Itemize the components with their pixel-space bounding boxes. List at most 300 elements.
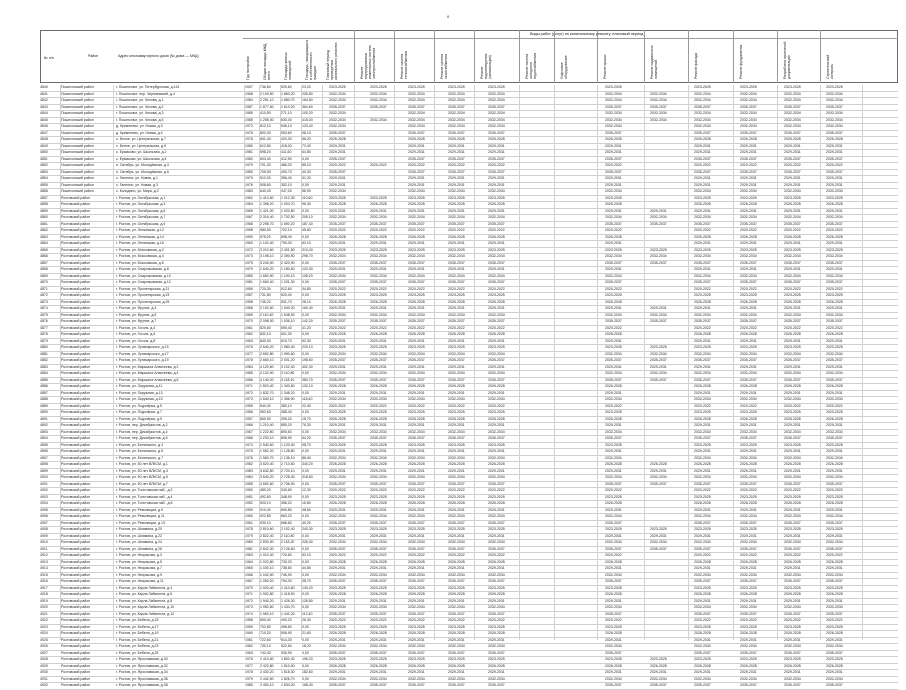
- row-work-8: 2029-2031: [740, 468, 757, 473]
- row-area-residential: 720,60: [281, 553, 292, 557]
- row-work-5: 2029-2031: [605, 637, 622, 642]
- row-work-2: 2035-2037: [408, 260, 425, 265]
- row-work-4: 2023-2025: [488, 293, 505, 297]
- row-area-total: 4 140,20: [260, 377, 274, 382]
- row-address: г. Ростов, ул. Шлямина, д.26: [116, 546, 162, 551]
- row-number: 4920: [40, 605, 48, 609]
- row-work-10: 2029-2031: [826, 150, 843, 154]
- row-work-3: 2032-2034: [448, 644, 465, 648]
- row-work-10: 2029-2031: [826, 182, 843, 187]
- row-year: 1959: [245, 234, 253, 239]
- row-period: 2020-2022: [329, 553, 346, 557]
- row-area-residential: 2 420,90: [281, 260, 295, 265]
- row-period: 2029-2031: [329, 208, 346, 213]
- row-work-9: 2023-2025: [784, 345, 801, 349]
- row-work-10: 2023-2025: [826, 410, 843, 414]
- row-work-10: 2026-2028: [826, 559, 843, 564]
- row-work-9: 2029-2031: [784, 182, 801, 187]
- row-work-5: 2029-2031: [605, 390, 622, 395]
- row-area-total: 2 251,10: [260, 98, 274, 102]
- row-area-residential: 2 118,20: [281, 540, 295, 544]
- row-period: 2035-2037: [329, 104, 346, 109]
- row-address: г. Ростов, ул. Ярославская, д.34: [116, 670, 168, 674]
- row-work-1: 2029-2031: [370, 449, 387, 453]
- row-area-owned: 0,00: [302, 559, 309, 564]
- row-year: 1961: [245, 637, 253, 642]
- row-district: Ростовский район: [61, 325, 91, 330]
- row-work-3: 2035-2037: [448, 280, 465, 284]
- row-district: Ростовский район: [61, 390, 91, 395]
- row-work-10: 2023-2025: [826, 293, 843, 297]
- row-work-5: 2035-2037: [605, 481, 622, 486]
- row-address: г. Пошехонье, ул. Чехова, д.2: [116, 104, 164, 109]
- row-period: 2029-2031: [329, 566, 346, 570]
- row-work-6: 2032-2034: [650, 475, 667, 479]
- row-work-10: 2029-2031: [826, 533, 843, 538]
- row-area-total: 480,20: [260, 488, 271, 492]
- row-year: 1969: [245, 312, 253, 317]
- row-work-5: 2020-2022: [605, 228, 622, 232]
- row-area-residential: 1 356,90: [281, 397, 295, 401]
- row-work-3: 2026-2028: [448, 592, 465, 596]
- row-year: 1962: [245, 195, 253, 200]
- row-work-4: 2026-2028: [488, 559, 505, 564]
- row-work-5: 2032-2034: [605, 475, 622, 479]
- row-number: 4876: [40, 319, 48, 323]
- row-work-2: 2023-2025: [408, 442, 425, 447]
- row-district: Ростовский район: [61, 592, 91, 596]
- row-work-3: 2026-2028: [448, 299, 465, 304]
- row-work-8: 2026-2028: [740, 631, 757, 635]
- row-work-1: 2029-2031: [370, 267, 387, 271]
- row-work-2: 2032-2034: [408, 397, 425, 401]
- row-work-10: 2035-2037: [826, 579, 843, 583]
- row-work-3: 2023-2025: [448, 195, 465, 200]
- row-area-total: 560,90: [260, 416, 271, 421]
- row-work-3: 2032-2034: [448, 124, 465, 128]
- row-work-5: 2029-2031: [605, 423, 622, 427]
- works-group-divider: [243, 38, 898, 39]
- row-work-8: 2023-2025: [740, 293, 757, 297]
- row-area-total: 1 920,40: [260, 585, 274, 590]
- row-district: Пошехонский район: [61, 91, 94, 96]
- row-work-7: 2032-2034: [694, 117, 711, 122]
- row-work-5: 2029-2031: [605, 306, 622, 310]
- row-address: г. Ростов, ул. Белинского, д.5: [116, 449, 164, 453]
- row-work-10: 2026-2028: [826, 384, 843, 388]
- row-number: 4922: [40, 618, 48, 622]
- row-area-owned: 64,20: [302, 436, 311, 440]
- row-area-owned: 226,40: [302, 540, 313, 544]
- row-year: 1981: [245, 546, 253, 551]
- row-area-total: 1 940,20: [260, 598, 274, 603]
- row-area-owned: 0,00: [302, 332, 309, 336]
- row-area-residential: 352,10: [281, 182, 292, 187]
- row-work-6: 2032-2034: [650, 117, 667, 122]
- row-work-2: 2035-2037: [408, 481, 425, 486]
- row-work-5: 2035-2037: [605, 104, 622, 109]
- row-work-1: 2032-2034: [370, 98, 387, 102]
- row-number: 4873: [40, 299, 48, 304]
- column-divider: [244, 85, 245, 640]
- row-work-4: 2032-2034: [488, 254, 505, 258]
- row-work-1: 2026-2028: [370, 416, 387, 421]
- row-work-8: 2035-2037: [740, 683, 757, 687]
- row-work-1: 2032-2034: [370, 117, 387, 122]
- row-work-5: 2032-2034: [605, 397, 622, 401]
- row-work-2: 2029-2031: [408, 390, 425, 395]
- row-work-7: 2029-2031: [694, 338, 711, 343]
- row-work-9: 2020-2022: [784, 403, 801, 408]
- row-period: 2032-2034: [329, 572, 346, 577]
- row-work-9: 2020-2022: [784, 228, 801, 232]
- row-work-1: 2020-2022: [370, 325, 387, 330]
- row-period: 2035-2037: [329, 130, 346, 135]
- row-work-2: 2032-2034: [408, 429, 425, 434]
- row-work-2: 2029-2031: [408, 241, 425, 245]
- row-year: 1980: [245, 143, 253, 148]
- row-address: г. Ростов, ул. 50 лет ВЛКСМ, д.7: [116, 481, 168, 486]
- row-work-9: 2020-2022: [784, 325, 801, 330]
- row-work-10: 2023-2025: [826, 195, 843, 200]
- row-period: 2023-2025: [329, 657, 346, 661]
- row-work-10: 2029-2031: [826, 390, 843, 395]
- row-area-residential: 1 548,90: [281, 312, 295, 317]
- row-area-owned: 112,40: [302, 611, 313, 616]
- row-number: 4929: [40, 663, 48, 668]
- row-work-8: 2020-2022: [740, 163, 757, 167]
- row-work-9: 2032-2034: [784, 397, 801, 401]
- row-work-3: 2032-2034: [448, 540, 465, 544]
- row-work-10: 2029-2031: [826, 637, 843, 642]
- row-work-2: 2032-2034: [408, 117, 425, 122]
- row-work-1: 2029-2031: [370, 241, 387, 245]
- row-year: 1980: [245, 169, 253, 174]
- row-work-7: 2029-2031: [694, 468, 711, 473]
- row-number: 4923: [40, 624, 48, 629]
- row-work-2: 2026-2028: [408, 416, 425, 421]
- row-area-owned: 402,30: [302, 364, 313, 369]
- row-area-residential: 880,20: [281, 423, 292, 427]
- row-work-8: 2026-2028: [740, 501, 757, 505]
- row-work-9: 2026-2028: [784, 202, 801, 206]
- row-address: г. Ростов, ул. Толстовская наб., д.6: [116, 501, 173, 505]
- row-address: г. Ростов, ул. Революции, д.13: [116, 520, 165, 525]
- row-work-10: 2032-2034: [826, 215, 843, 219]
- row-work-10: 2032-2034: [826, 117, 843, 122]
- row-work-9: 2023-2025: [784, 293, 801, 297]
- row-area-owned: 0,00: [302, 663, 309, 668]
- row-area-total: 3 240,30: [260, 260, 274, 265]
- row-work-8: 2035-2037: [740, 280, 757, 284]
- row-work-7: 2029-2031: [694, 364, 711, 369]
- row-work-8: 2029-2031: [740, 364, 757, 369]
- row-work-5: 2020-2022: [605, 163, 622, 167]
- row-district: Ростовский район: [61, 683, 91, 687]
- row-work-8: 2029-2031: [740, 449, 757, 453]
- row-period: 2035-2037: [329, 481, 346, 486]
- row-work-3: 2029-2031: [448, 241, 465, 245]
- row-work-1: 2035-2037: [370, 650, 387, 655]
- row-year: 1976: [245, 455, 253, 460]
- header-column-divider: [474, 30, 475, 83]
- row-area-residential: 3 118,10: [281, 377, 295, 382]
- row-district: Ростовский район: [61, 624, 91, 629]
- row-work-2: 2023-2025: [408, 657, 425, 661]
- row-address: г. Ростов, ул. Карла Либкнехта, д.12: [116, 611, 175, 616]
- row-work-1: 2029-2031: [370, 533, 387, 538]
- row-work-1: 2023-2025: [370, 624, 387, 629]
- row-area-total: 2 810,60: [260, 527, 274, 531]
- row-area-owned: 45,60: [302, 228, 311, 232]
- row-area-residential: 1 340,60: [281, 384, 295, 388]
- row-work-8: 2023-2025: [740, 494, 757, 499]
- row-work-2: 2026-2028: [408, 631, 425, 635]
- row-work-1: 2035-2037: [370, 104, 387, 109]
- row-district: Ростовский район: [61, 306, 91, 310]
- header-column-divider: [519, 30, 520, 83]
- row-address: г. Ростов, ул. Бебеля, д.25: [116, 650, 159, 655]
- row-area-total: 802,00: [260, 130, 271, 135]
- row-work-4: 2029-2031: [488, 150, 505, 154]
- row-work-4: 2023-2025: [488, 85, 505, 89]
- row-work-3: 2029-2031: [448, 143, 465, 148]
- row-work-3: 2035-2037: [448, 130, 465, 135]
- row-area-residential: 2 102,40: [281, 527, 295, 531]
- row-address: г. Ростов, ул. Октябрьская, д.1: [116, 195, 166, 200]
- row-year: 1967: [245, 579, 253, 583]
- row-period: 2032-2034: [329, 644, 346, 648]
- row-work-3: 2032-2034: [448, 351, 465, 356]
- row-address: г. Ростов, ул. Шлямина, д.22: [116, 533, 162, 538]
- row-work-5: 2035-2037: [605, 650, 622, 655]
- row-district: Ростовский район: [61, 579, 91, 583]
- row-work-4: 2029-2031: [488, 507, 505, 512]
- row-work-4: 2032-2034: [488, 397, 505, 401]
- row-number: 4852: [40, 163, 48, 167]
- row-address: г. Ростов, ул. Толстовская наб., д.4: [116, 494, 173, 499]
- row-work-7: 2029-2031: [694, 143, 711, 148]
- row-period: 2023-2025: [329, 345, 346, 349]
- row-district: Ростовский район: [61, 462, 91, 466]
- row-work-5: 2032-2034: [605, 371, 622, 375]
- row-work-7: 2029-2031: [694, 670, 711, 674]
- row-work-2: 2035-2037: [408, 104, 425, 109]
- row-work-4: 2035-2037: [488, 169, 505, 174]
- row-work-4: 2035-2037: [488, 260, 505, 265]
- row-work-4: 2029-2031: [488, 306, 505, 310]
- row-number: 4884: [40, 371, 48, 375]
- row-year: 1967: [245, 215, 253, 219]
- row-area-total: 1 877,60: [260, 104, 274, 109]
- row-period: 2029-2031: [329, 533, 346, 538]
- row-area-owned: 0,00: [302, 293, 309, 297]
- row-work-7: 2032-2034: [694, 98, 711, 102]
- row-area-owned: 198,60: [302, 358, 313, 362]
- row-work-3: 2023-2025: [448, 293, 465, 297]
- row-work-9: 2029-2031: [784, 267, 801, 271]
- row-work-7: 2032-2034: [694, 124, 711, 128]
- row-work-4: 2023-2025: [488, 410, 505, 414]
- row-area-residential: 2 390,50: [281, 254, 295, 258]
- row-year: 1964: [245, 559, 253, 564]
- row-work-7: 2029-2031: [694, 598, 711, 603]
- row-work-9: 2026-2028: [784, 299, 801, 304]
- row-work-10: 2032-2034: [826, 429, 843, 434]
- row-work-6: 2029-2031: [650, 306, 667, 310]
- row-work-2: 2029-2031: [408, 150, 425, 154]
- row-work-3: 2023-2025: [448, 345, 465, 349]
- row-work-2: 2029-2031: [408, 449, 425, 453]
- row-work-2: 2029-2031: [408, 182, 425, 187]
- row-work-10: 2029-2031: [826, 598, 843, 603]
- row-address: г. Ростов, ул. Ярославская, д.38: [116, 683, 168, 687]
- row-area-residential: 447,00: [281, 189, 292, 193]
- row-work-5: 2035-2037: [605, 319, 622, 323]
- row-work-2: 2032-2034: [408, 111, 425, 115]
- row-work-9: 2035-2037: [784, 579, 801, 583]
- row-work-7: 2023-2025: [694, 494, 711, 499]
- row-year: 1952: [245, 501, 253, 505]
- row-work-9: 2032-2034: [784, 676, 801, 681]
- row-area-total: 2 410,60: [260, 657, 274, 661]
- row-work-7: 2035-2037: [694, 520, 711, 525]
- row-area-total: 1 640,20: [260, 267, 274, 271]
- row-year: 1970: [245, 319, 253, 323]
- row-work-2: 2023-2025: [408, 494, 425, 499]
- row-number: 4907: [40, 520, 48, 525]
- row-area-total: 930,10: [260, 520, 271, 525]
- row-work-1: 2032-2034: [370, 644, 387, 648]
- row-district: Ростовский район: [61, 345, 91, 349]
- row-area-total: 492,60: [260, 494, 271, 499]
- row-address: г. Ростов, ул. Спартаковская, д.10: [116, 273, 171, 278]
- row-work-5: 2032-2034: [605, 98, 622, 102]
- row-work-3: 2029-2031: [448, 468, 465, 473]
- row-work-3: 2026-2028: [448, 416, 465, 421]
- row-work-7: 2023-2025: [694, 247, 711, 252]
- row-work-8: 2032-2034: [740, 475, 757, 479]
- row-district: Ростовский район: [61, 410, 91, 414]
- row-work-9: 2032-2034: [784, 189, 801, 193]
- row-work-3: 2020-2022: [448, 228, 465, 232]
- row-address: г. Ростов, ул. Ленинская, д.12: [116, 228, 164, 232]
- row-year: 1978: [245, 137, 253, 141]
- row-work-5: 2032-2034: [605, 117, 622, 122]
- row-work-4: 2029-2031: [488, 533, 505, 538]
- row-work-5: 2020-2022: [605, 553, 622, 557]
- row-work-2: 2020-2022: [408, 325, 425, 330]
- row-area-owned: 240,30: [302, 527, 313, 531]
- row-work-5: 2032-2034: [605, 254, 622, 258]
- row-area-total: 1 102,40: [260, 241, 274, 245]
- row-work-8: 2032-2034: [740, 189, 757, 193]
- row-address: г. Ростов, ул. Белинского, д.7: [116, 455, 164, 460]
- row-work-10: 2032-2034: [826, 371, 843, 375]
- row-work-2: 2023-2025: [408, 345, 425, 349]
- row-address: г. Ростов, ул. Окружная, д.15: [116, 397, 163, 401]
- row-area-owned: 0,00: [302, 546, 309, 551]
- row-area-total: 745,20: [260, 299, 271, 304]
- row-area-owned: 21,60: [302, 631, 311, 635]
- row-work-7: 2032-2034: [694, 312, 711, 317]
- row-year: 1976: [245, 182, 253, 187]
- row-work-7: 2032-2034: [694, 475, 711, 479]
- row-district: Пошехонский район: [61, 111, 94, 115]
- header-year: Год постройки: [246, 56, 250, 80]
- row-work-1: 2020-2022: [370, 228, 387, 232]
- row-work-3: 2032-2034: [448, 676, 465, 681]
- header-period: Плановый период проведения капитального ремонта: [326, 42, 338, 80]
- row-area-owned: 96,30: [302, 202, 311, 206]
- row-address: г. Ростов, ул. Маршала Алексеева, д.2: [116, 364, 179, 369]
- row-area-owned: 380,70: [302, 377, 313, 382]
- row-work-8: 2026-2028: [740, 299, 757, 304]
- row-work-4: 2029-2031: [488, 468, 505, 473]
- row-area-owned: 18,70: [302, 416, 311, 421]
- row-work-2: 2035-2037: [408, 377, 425, 382]
- row-work-10: 2029-2031: [826, 449, 843, 453]
- row-area-total: 2 422,80: [260, 663, 274, 668]
- row-district: Ростовский район: [61, 358, 91, 362]
- row-area-residential: 1 860,20: [281, 91, 295, 96]
- header-num: № п/п: [44, 56, 54, 60]
- column-divider: [733, 85, 734, 640]
- row-area-owned: 52,10: [302, 553, 311, 557]
- row-area-residential: 1 434,70: [281, 605, 295, 609]
- row-work-10: 2035-2037: [826, 377, 843, 382]
- row-work-8: 2035-2037: [740, 611, 757, 616]
- row-work-9: 2020-2022: [784, 618, 801, 622]
- row-work-3: 2020-2022: [448, 286, 465, 291]
- row-work-2: 2035-2037: [408, 611, 425, 616]
- row-work-1: 2029-2031: [370, 338, 387, 343]
- row-period: 2032-2034: [329, 540, 346, 544]
- row-area-owned: 38,70: [302, 579, 311, 583]
- row-area-residential: 2 401,80: [281, 247, 295, 252]
- row-work-3: 2032-2034: [448, 429, 465, 434]
- row-period: 2026-2028: [329, 631, 346, 635]
- row-work-7: 2029-2031: [694, 390, 711, 395]
- row-area-owned: 0,00: [302, 260, 309, 265]
- row-work-9: 2032-2034: [784, 540, 801, 544]
- row-work-8: 2035-2037: [740, 436, 757, 440]
- row-work-5: 2029-2031: [605, 364, 622, 369]
- row-address: с. Гаютино, ул. Новая, д.1: [116, 176, 158, 180]
- row-address: с. Ермаково, ул. Школьная, д.2: [116, 150, 167, 154]
- row-number: 4855: [40, 182, 48, 187]
- row-work-8: 2020-2022: [740, 488, 757, 492]
- row-period: 2029-2031: [329, 637, 346, 642]
- row-work-2: 2029-2031: [408, 143, 425, 148]
- row-work-9: 2020-2022: [784, 553, 801, 557]
- row-work-2: 2020-2022: [408, 403, 425, 408]
- row-number: 4840: [40, 85, 48, 89]
- row-work-7: 2032-2034: [694, 572, 711, 577]
- row-work-5: 2029-2031: [605, 182, 622, 187]
- row-district: Ростовский район: [61, 455, 91, 460]
- row-period: 2032-2034: [329, 605, 346, 609]
- row-work-1: 2023-2025: [370, 410, 387, 414]
- row-work-1: 2023-2025: [370, 442, 387, 447]
- row-year: 1984: [245, 475, 253, 479]
- row-work-9: 2032-2034: [784, 514, 801, 518]
- row-work-10: 2032-2034: [826, 514, 843, 518]
- row-work-7: 2032-2034: [694, 189, 711, 193]
- row-work-9: 2035-2037: [784, 481, 801, 486]
- row-area-residential: 738,60: [281, 566, 292, 570]
- row-area-residential: 1 990,60: [281, 351, 295, 356]
